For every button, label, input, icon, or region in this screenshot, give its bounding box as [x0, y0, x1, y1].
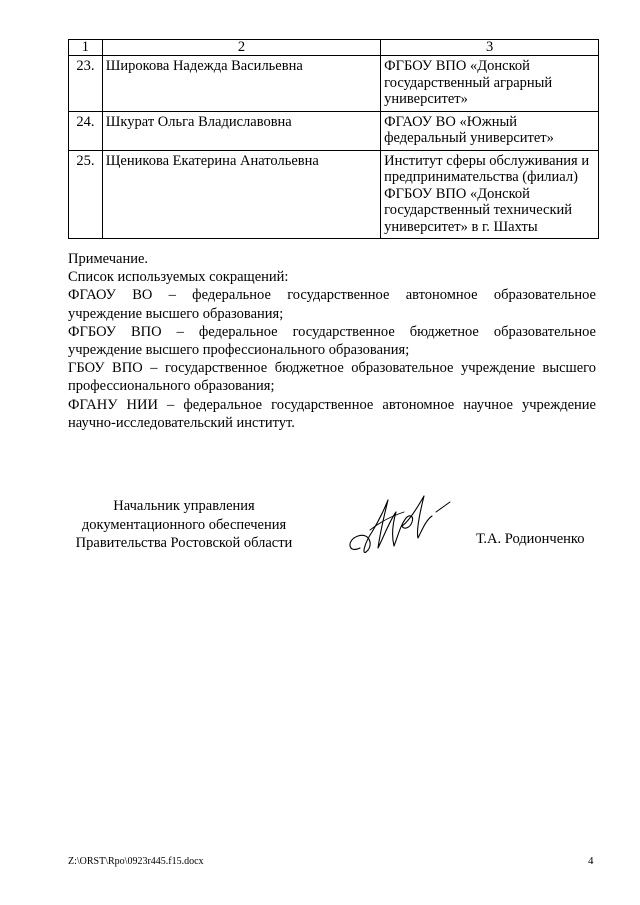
note-intro: Список используемых сокращений:: [68, 269, 289, 286]
header-col-2: 2: [102, 40, 380, 56]
note-title: Примечание.: [68, 251, 149, 267]
table-row: [69, 150, 599, 239]
position-line: Начальник управления: [113, 498, 255, 514]
header-col-1: 1: [69, 40, 103, 56]
org-line: ФГБОУ ВПО «Донской: [384, 58, 530, 74]
row-name: Широкова Надежда Васильевна: [102, 56, 380, 112]
org-line: университет»: [384, 91, 468, 107]
org-line: ФГБОУ ВПО «Донской: [384, 185, 530, 202]
file-path: Z:\ORST\Rpo\0923r445.f15.docx: [68, 856, 204, 867]
abbreviation-item: ГБОУ ВПО – государственное бюджетное образовательное учреждение высшего профессионального образования;: [68, 360, 596, 395]
org-line: федеральный университет»: [384, 130, 554, 146]
row-organization: [381, 111, 599, 150]
header-col-3: 3: [381, 40, 599, 56]
handwritten-signature: [340, 486, 460, 566]
org-line: Институт сферы обслуживания и: [384, 152, 590, 169]
org-line: государственный технический: [384, 202, 573, 218]
row-number: 23.: [69, 56, 103, 112]
abbreviations-note: [68, 250, 596, 432]
participants-table: [68, 39, 599, 239]
table-row: [69, 56, 599, 112]
row-number: 24.: [69, 111, 103, 150]
table-row: [69, 111, 599, 150]
page-number: 4: [588, 855, 594, 867]
position-line: Правительства Ростовской области: [75, 535, 293, 551]
org-line: государственный аграрный: [384, 74, 553, 91]
table-header-row: [69, 40, 599, 56]
org-line: университет» в г. Шахты: [384, 218, 538, 235]
abbreviation-item: ФГАНУ НИИ – федеральное государственное автономное научное учреждение научно-исследовательский институт.: [68, 396, 596, 431]
org-line: предпринимательства (филиал): [384, 169, 578, 185]
abbreviation-item: ФГАОУ ВО – федеральное государственное автономное образовательное учреждение высшего образования;: [68, 287, 596, 322]
signatory-position: [68, 497, 300, 553]
row-number: 25.: [69, 150, 103, 239]
abbreviation-item: ФГБОУ ВПО – федеральное государственное бюджетное образовательное учреждение высшего профессионального образования;: [68, 323, 596, 359]
row-organization: [381, 150, 599, 239]
row-name: Шкурат Ольга Владиславовна: [102, 111, 380, 150]
row-organization: [381, 56, 599, 112]
signatory-name: Т.А. Родионченко: [476, 531, 585, 547]
position-line: документационного обеспечения: [81, 516, 287, 533]
org-line: ФГАОУ ВО «Южный: [384, 113, 518, 130]
row-name: Щеникова Екатерина Анатольевна: [102, 150, 380, 239]
